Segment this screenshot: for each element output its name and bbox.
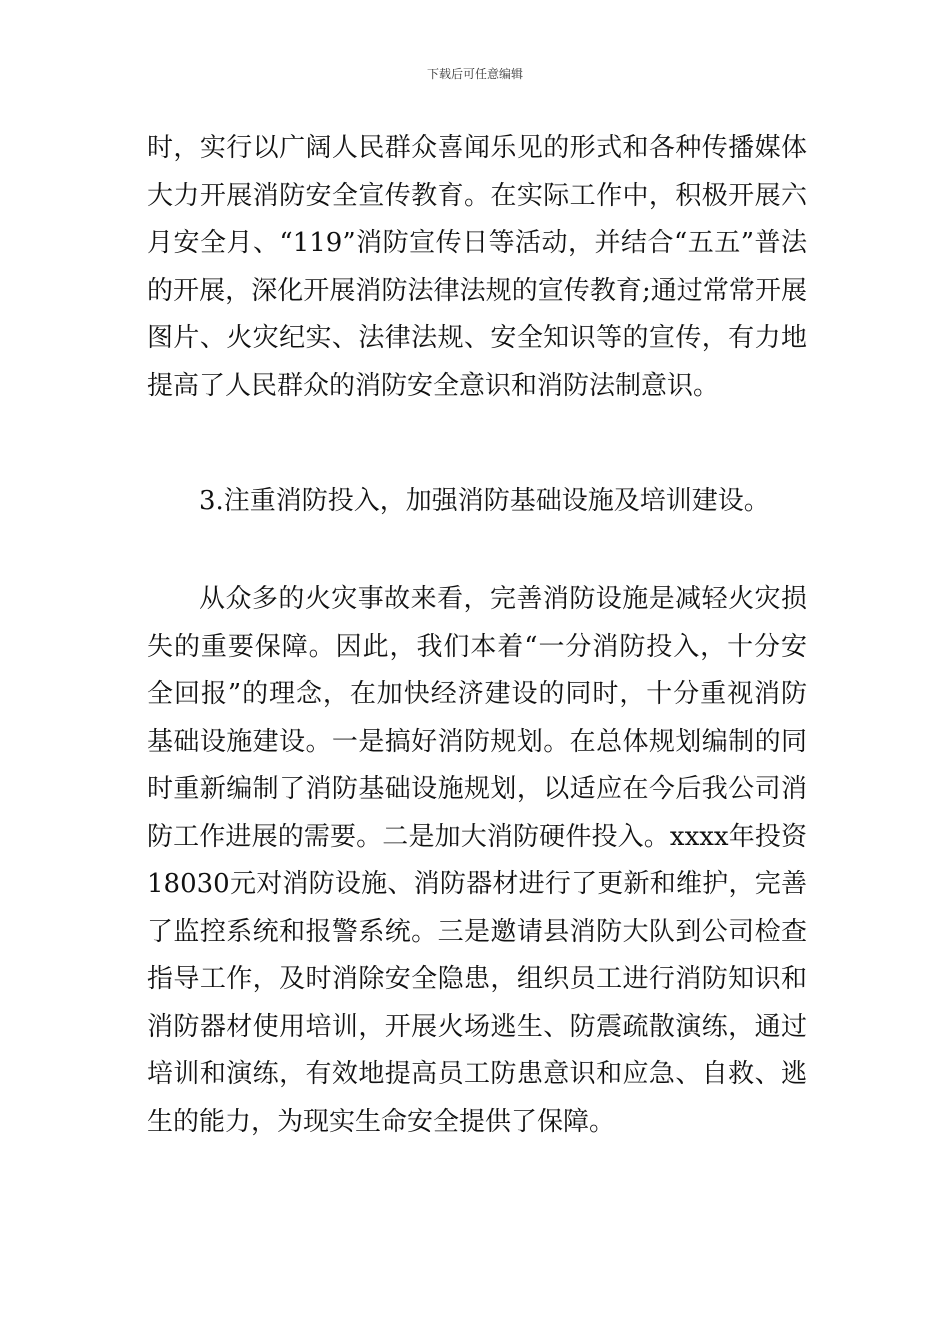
paragraph-investment: 从众多的火灾事故来看，完善消防设施是减轻火灾损失的重要保障。因此，我们本着“一分消防投入，十分安全回报”的理念，在加快经济建设的同时，十分重视消防基础设施建设。一是搞好消防规划。在总体规划编制的同时重新编制了消防基础设施规划，以适应在今后我公司消防工作进展的需要。二是加大消防硬件投入。xxxx年投资18030元对消防设施、消防器材进行了更新和维护，完善了监控系统和报警系统。三是邀请县消防大队到公司检查指导工作，及时消除安全隐患，组织员工进行消防知识和消防器材使用培训，开展火场逃生、防震疏散演练，通过培训和演练，有效地提高员工防患意识和应急、自救、逃生的能力，为现实生命安全提供了保障。	[147, 584, 807, 1137]
section-heading: 3.注重消防投入，加强消防基础设施及培训建设。	[199, 486, 770, 516]
paragraph-publicity: 时，实行以广阔人民群众喜闻乐见的形式和各种传播媒体大力开展消防安全宣传教育。在实际工作中，积极开展六月安全月、“119”消防宣传日等活动，并结合“五五”普法的开展，深化开展消防法律法规的宣传教育;通过常常开展图片、火灾纪实、法律法规、安全知识等的宣传，有力地提高了人民群众的消防安全意识和消防法制意识。	[147, 133, 807, 401]
page-header: 下载后可任意编辑	[426, 67, 523, 81]
